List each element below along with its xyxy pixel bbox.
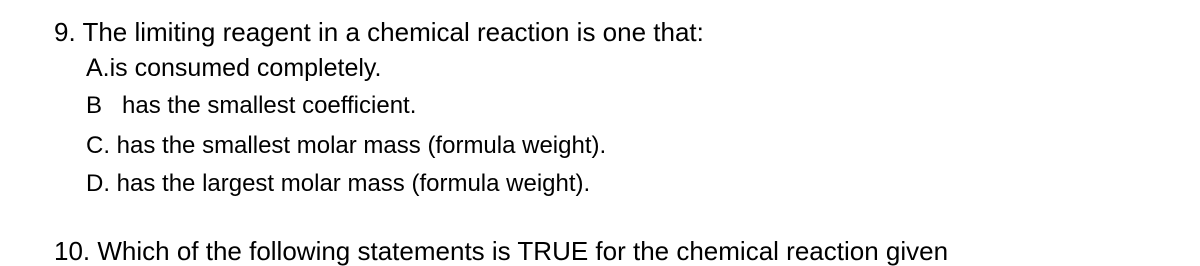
option-c-text: has the smallest molar mass (formula weight). bbox=[116, 132, 607, 159]
question-9 bbox=[54, 14, 1154, 197]
next-question-cutoff: 10. Which of the following statements is TRUE for the chemical reaction given bbox=[54, 236, 949, 266]
option-b bbox=[86, 92, 416, 120]
option-d-text: has the largest molar mass (formula weight). bbox=[116, 170, 591, 197]
option-b-letter: B bbox=[86, 92, 103, 119]
option-d bbox=[86, 170, 590, 198]
option-c bbox=[86, 132, 606, 160]
option-b-text: has the smallest coefficient. bbox=[122, 92, 417, 119]
question-stem: 9. The limiting reagent in a chemical reaction is one that: bbox=[54, 17, 704, 47]
option-a-letter: A. bbox=[86, 54, 110, 82]
option-a-text: is consumed completely. bbox=[109, 54, 382, 82]
option-a bbox=[86, 54, 382, 83]
option-d-letter: D. bbox=[86, 170, 110, 197]
option-c-letter: C. bbox=[86, 132, 110, 159]
